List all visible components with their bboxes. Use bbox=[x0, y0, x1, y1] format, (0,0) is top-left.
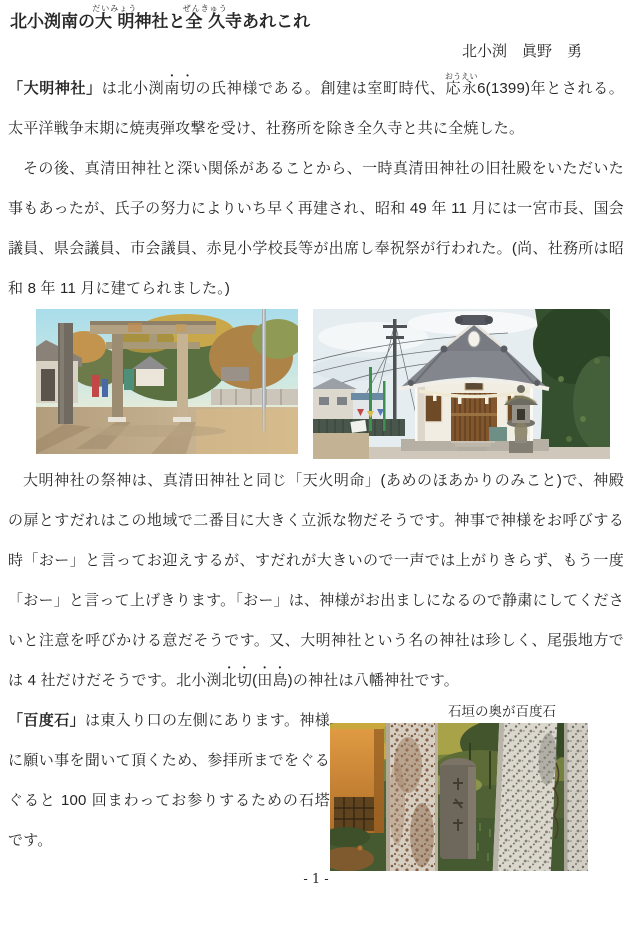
hyakudoishi-figure bbox=[330, 701, 624, 871]
shrine-hall-photo bbox=[313, 309, 610, 459]
hyakudoishi-photo bbox=[330, 723, 588, 871]
paragraph-deity: 大明神社の祭神は、真清田神社と同じ「天火明命」(あめのほあかりのみこと)で、神殿の扉とすだれはこの地域で二番目に大きく立派な物だそうです。神事で神様をお呼びする時「おー」と言ってお迎えするが、すだれが大きいので一声では上がりきらず、もう一度「おー」と言って上げきります。「おー」は、神様がお出ましになるので静粛にしてくださいと注意を呼びかける意だそうです。又、大明神社という名の神社は珍しく、尾張地方では 4 社だけだそうです。北小渕北切(田島)の神社は八幡神社です。 bbox=[8, 472, 624, 689]
photo-row bbox=[36, 309, 624, 459]
paragraph-rebuilding: その後、真清田神社と深い関係があることから、一時真清田神社の旧社殿をいただいた事もあったが、氏子の努力によりいち早く再建され、昭和 49 年 11 月には一宮市長、国会議員、県会議員、市会議員、赤見小学校長等が出席し奉祝祭が行われた。(尚、社務所は昭和 8 年 11 月に建てられました。) bbox=[8, 160, 624, 297]
author-line: 北小渕 眞野 勇 bbox=[461, 43, 582, 60]
paragraph-founding: 「大明神社」は北小渕南切の氏神様である。創建は室町時代、応永おうえい6(1399)年とされる。太平洋戦争末期に焼夷弾攻撃を受け、社務所を除き全久寺と共に全焼した。 bbox=[8, 72, 624, 137]
torii-gate-photo bbox=[36, 309, 298, 454]
hyakudoishi-section bbox=[8, 701, 624, 861]
page-number: - 1 - bbox=[303, 872, 329, 887]
page-title: 北小渕南の大明だいみょう神社と全久ぜんきゅう寺あれこれ bbox=[10, 4, 310, 31]
paragraph-hyakudoishi: 「百度石」は東入り口の左側にあります。神様に願い事を聞いて頂くため、参拝所までをぐるぐると 100 回まわってお参りするための石塔です。 bbox=[8, 712, 330, 849]
photo-caption: 石垣の奥が百度石 bbox=[448, 704, 556, 719]
